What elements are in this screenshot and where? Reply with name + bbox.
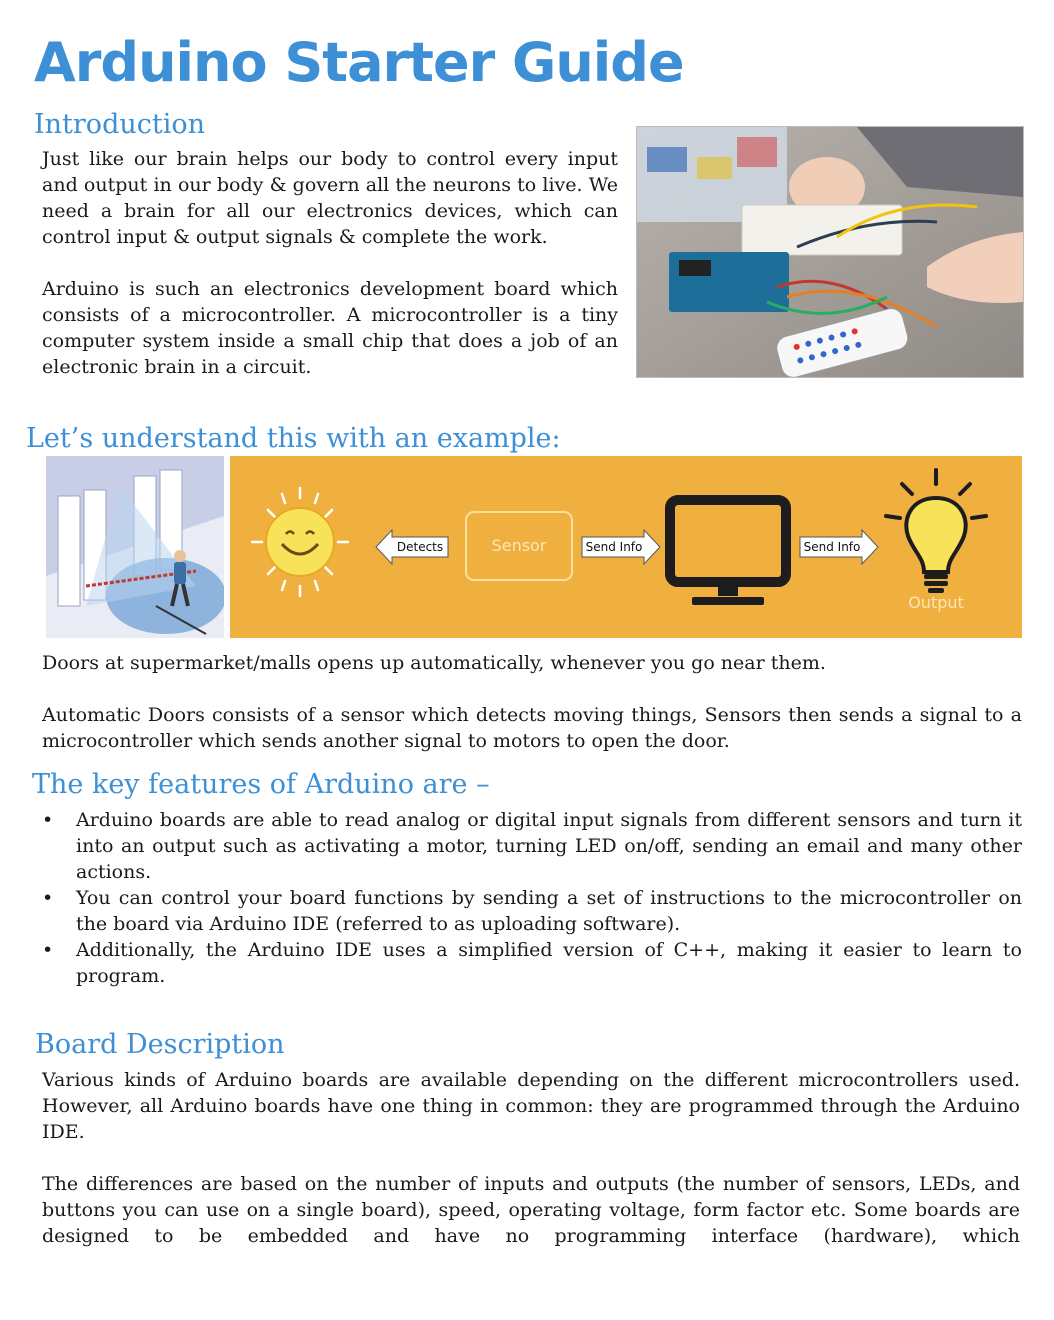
sensor-label: Sensor xyxy=(491,536,547,555)
board-paragraph-1: Various kinds of Arduino boards are available depending on the different microcontrollers used. However, all Arduino boards have one thing in common: they are programmed through the Arduino IDE. xyxy=(42,1069,1020,1143)
features-list xyxy=(42,807,1022,989)
intro-paragraph-2: Arduino is such an electronics development board which consists of a microcontroller. A microcontroller is a tiny computer system inside a small chip that does a job of an electronic brain in a circuit. xyxy=(42,278,618,378)
features-list-container xyxy=(42,807,1022,989)
board-description-body xyxy=(42,1067,1020,1249)
page-title: Arduino Starter Guide xyxy=(34,31,684,94)
feature-item-2: • You can control your board functions by sending a set of instructions to the microcontroller on the board via Arduino IDE (referred to as uploading software). xyxy=(42,885,1022,937)
introduction-heading: Introduction xyxy=(34,109,205,140)
intro-paragraph-1: Just like our brain helps our body to control every input and output in our body & govern all the neurons to live. We need a brain for all our electronics devices, which can control input & output signals & complete the work. xyxy=(42,148,618,248)
sensor-process-banner xyxy=(230,456,1022,638)
board-paragraph-2: The differences are based on the number of inputs and outputs (the number of sensors, LEDs, and buttons you can use on a single board), speed, operating voltage, form factor etc. Some boards are designed to be embedded and have no programming interface (hardware), which xyxy=(42,1173,1020,1247)
example-caption xyxy=(42,650,1022,754)
light-bulb-icon xyxy=(886,470,986,593)
caption-line-1: Doors at supermarket/malls opens up automatically, whenever you go near them. xyxy=(42,652,826,674)
output-label: Output xyxy=(908,593,964,612)
feature-item-1: • Arduino boards are able to read analog or digital input signals from different sensors and turn it into an output such as activating a motor, turning LED on/off, sending an email and many other actions. xyxy=(42,807,1022,885)
introduction-body xyxy=(42,146,618,380)
features-heading: The key features of Arduino are – xyxy=(32,769,490,800)
board-description-heading: Board Description xyxy=(35,1029,285,1060)
send-info-label-2: Send Info xyxy=(803,540,861,554)
arduino-kit-photo xyxy=(636,126,1024,378)
caption-line-2: Automatic Doors consists of a sensor which detects moving things, Sensors then sends a signal to a microcontroller which sends another signal to motors to open the door. xyxy=(42,704,1022,752)
send-info-label-1: Send Info xyxy=(585,540,643,554)
monitor-icon xyxy=(670,500,786,605)
example-heading: Let’s understand this with an example: xyxy=(26,423,561,454)
feature-item-3: • Additionally, the Arduino IDE uses a simplified version of C++, making it easier to learn to program. xyxy=(42,937,1022,989)
automatic-door-illustration xyxy=(46,456,224,638)
sun-icon xyxy=(252,488,348,596)
detects-label: Detects xyxy=(396,540,444,554)
